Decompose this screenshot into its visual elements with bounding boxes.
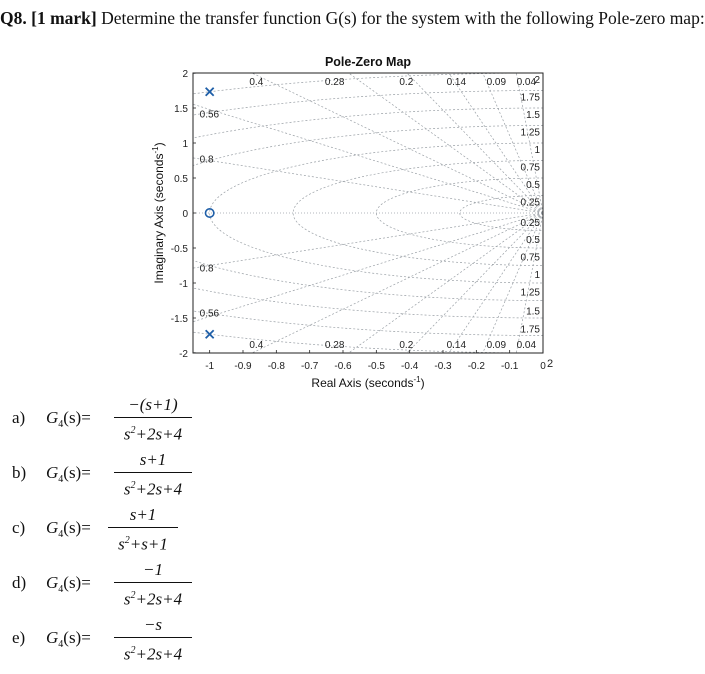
damping-label-bottom: 0.28 [324,340,345,351]
option-e-fraction: −s $s^2+2s+4$ [114,614,192,662]
x-axis-label: Real Axis (seconds$^{-1}$) [311,375,425,390]
x-tick-label: -0.5 [367,361,385,372]
frequency-label: 1.75 [520,92,540,104]
y-tick-label: 0 [182,209,188,220]
frequency-label: 0.75 [520,252,540,264]
x-tick-label: -0.2 [467,361,485,372]
damping-label-left: 0.56 [199,308,220,320]
damping-ray [0,0,543,213]
x-tick-label: -0.8 [267,361,285,372]
frequency-label: 0.5 [526,235,540,246]
y-axis-label: Imaginary Axis (seconds$^{-1}$) [151,142,166,284]
option-a[interactable]: a) $G_4(s)=$ −(s+1) $s^2+2s+4$ [12,394,272,450]
damping-label-left: 0.56 [199,109,220,121]
option-d-fraction: −1 $s^2+2s+4$ [114,559,192,607]
y-tick-label: -0.5 [170,244,188,255]
question-number: Q8. [0,8,27,28]
damping-label-top: 0.4 [249,77,264,88]
frequency-label: 1 [534,145,540,157]
frequency-label: 0.25 [520,197,540,209]
x-tick-label: -0.4 [401,361,419,372]
damping-label-bottom: 0.09 [486,340,507,351]
frequency-label: 0.25 [520,218,540,230]
option-d[interactable]: d) $G_4(s)=$ −1 $s^2+2s+4$ [12,559,272,615]
option-c-fraction: s+1 $s^2+s+1$ [108,504,178,552]
question-text [0,7,705,29]
damping-ray [143,0,543,213]
option-c[interactable]: c) $G_4(s)=$ s+1 $s^2+s+1$ [12,504,272,560]
frequency-label: 0.5 [526,180,540,192]
damping-label-bottom: 0.14 [446,340,467,351]
option-b-fraction: s+1 $s^2+2s+4$ [114,449,192,497]
damping-label-top: 0.2 [399,77,414,88]
damping-ray [0,0,543,213]
y-tick-label: 1 [182,139,188,150]
frequency-label-outer: 2 [547,358,554,370]
option-a-fraction: −(s+1) $s^2+2s+4$ [114,394,192,442]
frequency-label: 1.75 [520,324,540,336]
frequency-label: 1.25 [520,287,540,299]
damping-label-top: 0.09 [486,77,507,88]
x-tick-label: -0.7 [301,361,319,372]
y-tick-label: 2 [182,69,188,80]
y-tick-label: 1.5 [174,104,188,115]
frequency-label: 1.5 [526,110,540,122]
damping-label-top: 0.04 [516,77,537,88]
damping-ray [0,0,543,213]
y-tick-label: -1.5 [170,314,188,325]
damping-label-left: 0.8 [199,263,214,275]
frequency-label: 2 [534,75,540,87]
x-tick-label: -0.6 [334,361,352,372]
damping-ray [363,0,543,213]
damping-label-bottom: 0.04 [516,340,537,351]
plot-title: Pole-Zero Map [324,55,412,69]
pole-zero-map [150,48,554,393]
frequency-label: 1.25 [520,127,540,139]
y-tick-label: 0.5 [174,174,188,185]
frequency-label: 1 [534,270,540,281]
option-b[interactable]: b) $G_4(s)=$ s+1 $s^2+2s+4$ [12,449,272,505]
damping-ray [0,0,543,213]
x-tick-label: -0.1 [501,361,519,372]
damping-label-top: 0.28 [324,77,345,88]
y-tick-labels [171,69,196,360]
option-e[interactable]: e) $G_4(s)=$ −s $s^2+2s+4$ [12,614,272,670]
frequency-label: 0.75 [520,162,540,174]
damping-ray [263,0,543,213]
question-mark: [1 mark] [31,8,97,28]
pole-zero-markers [205,88,213,338]
x-tick-label: 0 [540,361,546,372]
x-tick-label: -0.3 [434,361,452,372]
frequency-label: 1.5 [526,306,540,318]
damping-label-bottom: 0.4 [249,340,264,351]
frequency-labels [521,75,554,370]
x-tick-label: -0.9 [234,361,252,372]
damping-labels [200,77,537,351]
damping-ray [463,213,543,633]
damping-label-left: 0.8 [199,154,214,166]
damping-ray [263,213,543,629]
y-tick-label: -2 [179,349,188,360]
damping-label-bottom: 0.2 [399,340,414,351]
y-tick-label: -1 [179,279,188,290]
damping-ray [363,213,543,631]
x-tick-label: -1 [205,361,215,372]
question-body: Determine the transfer function G(s) for the system with the following Pole-zero map: [101,8,705,28]
damping-label-top: 0.14 [446,77,467,88]
